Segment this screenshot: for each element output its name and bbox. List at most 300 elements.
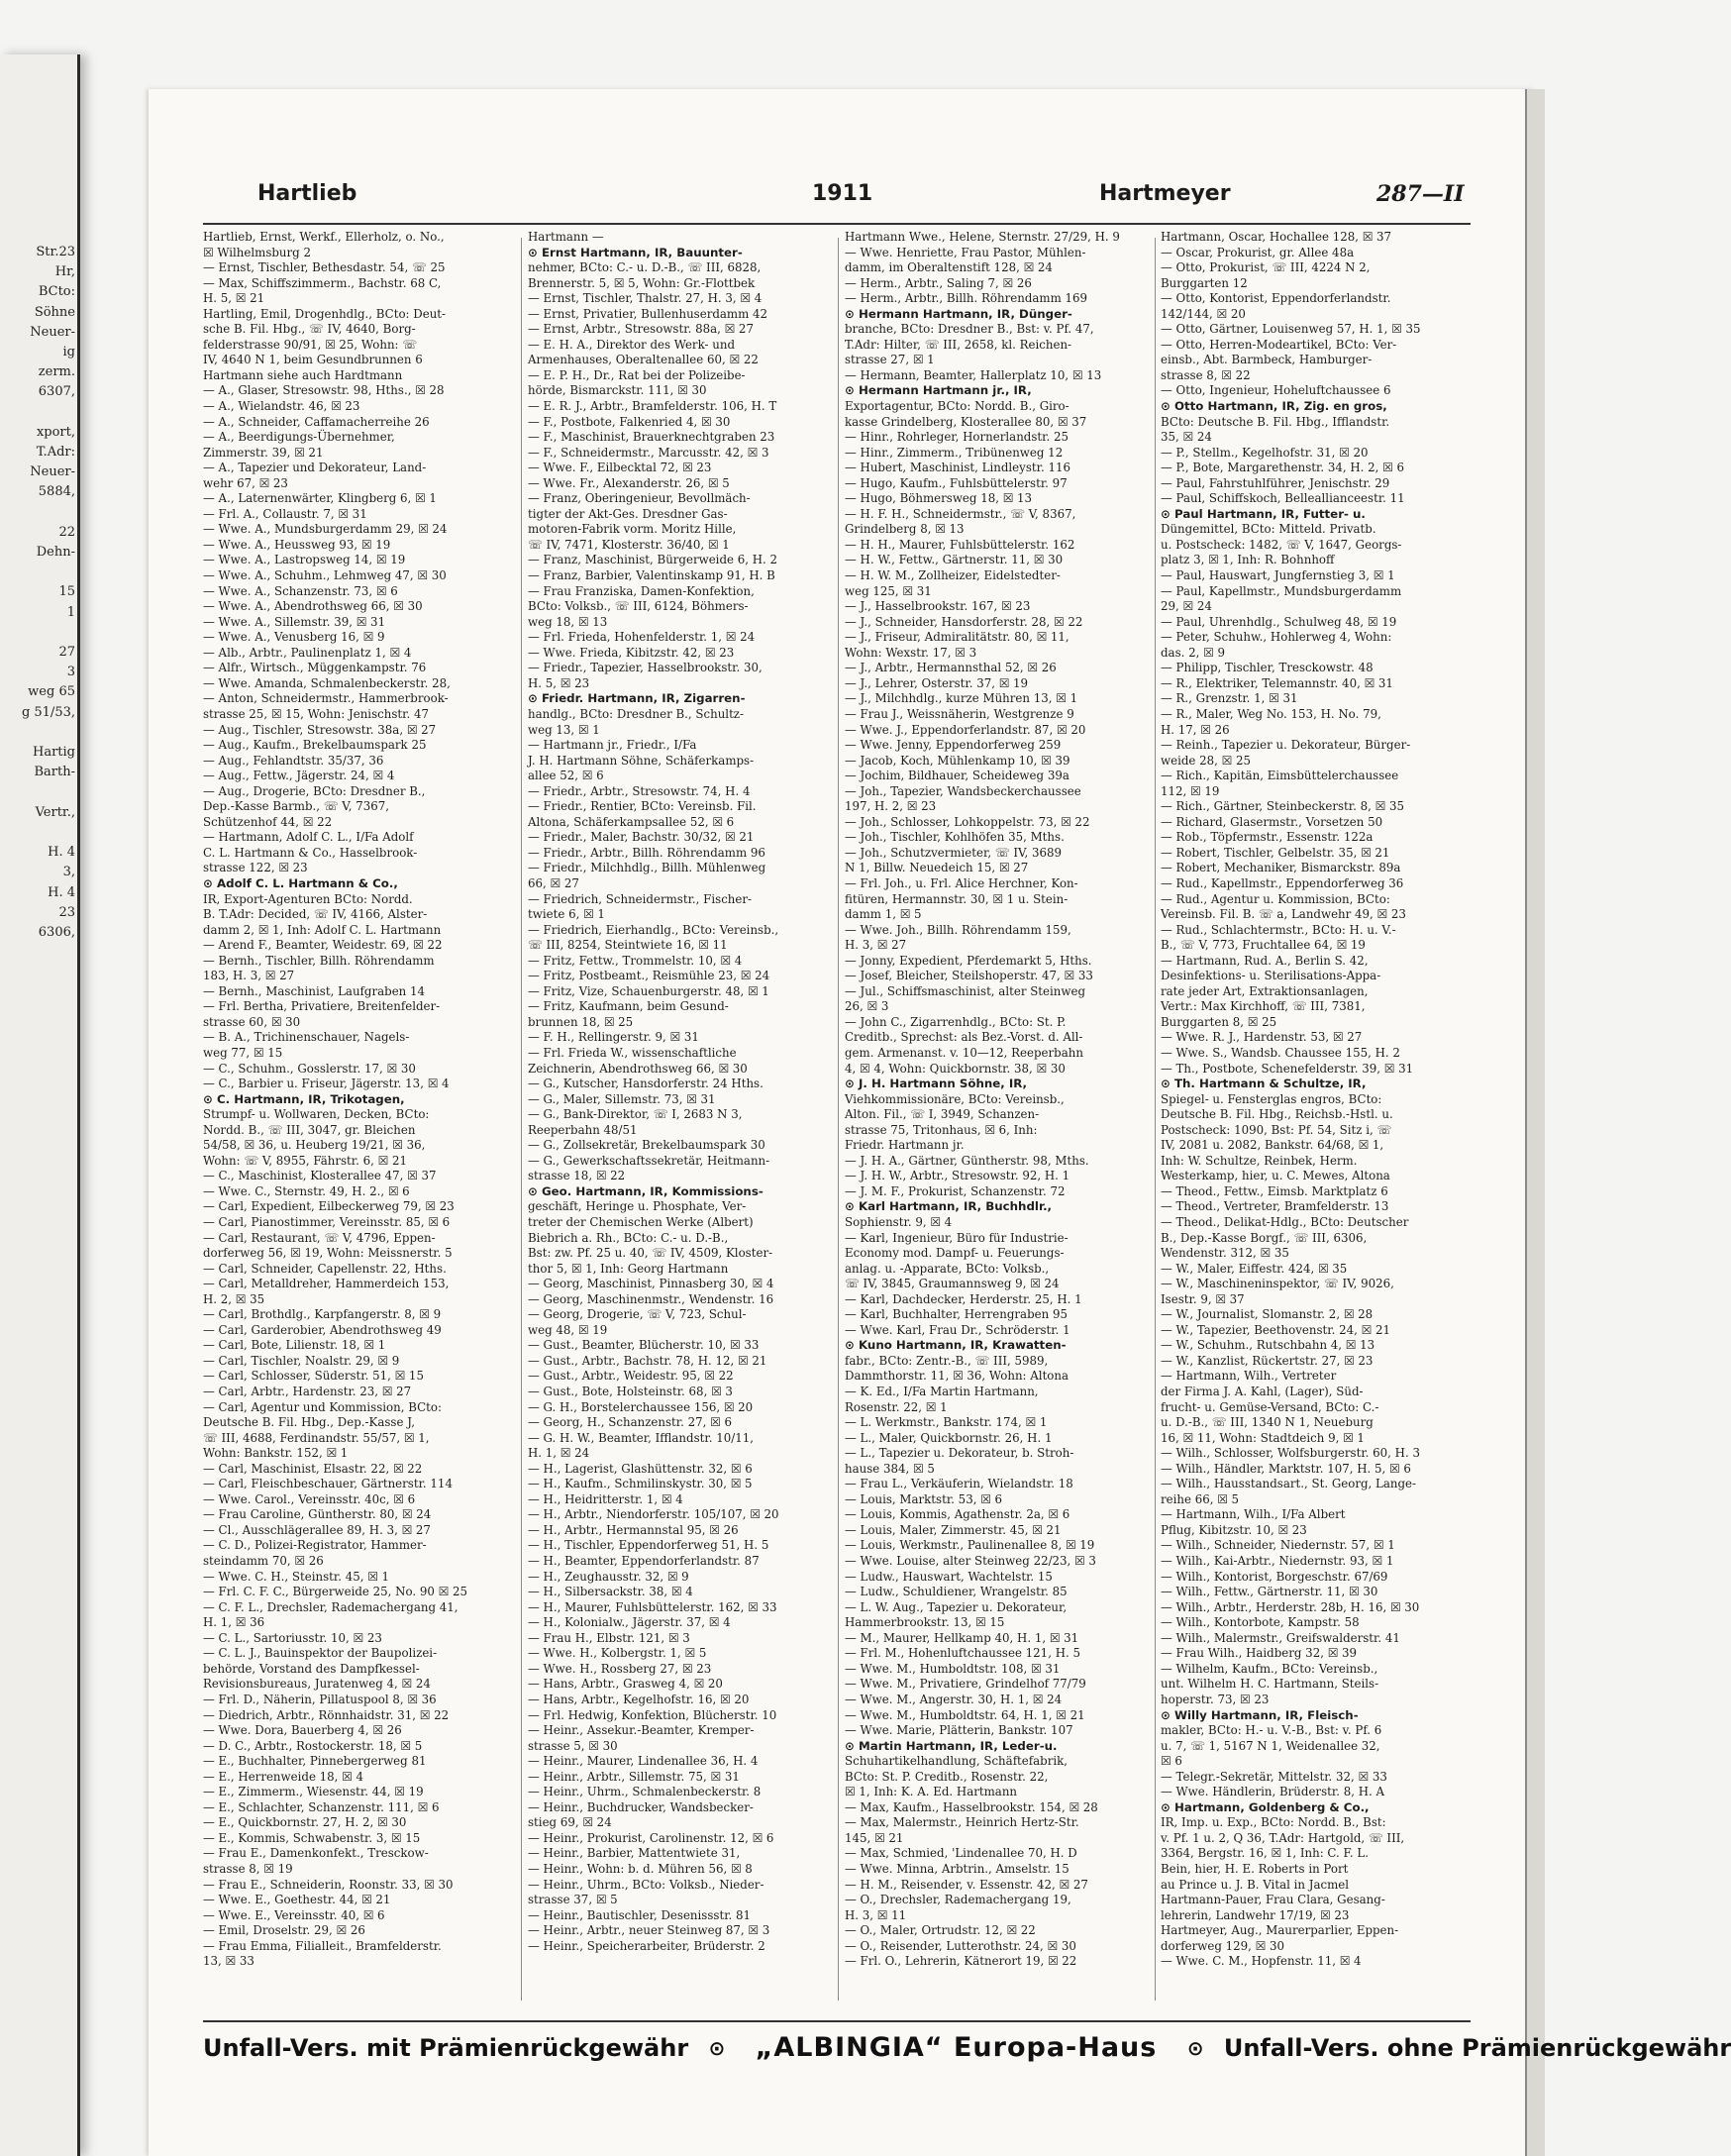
directory-entry: Grindelberg 8, ☒ 13 — [845, 522, 965, 537]
directory-entry: — Aug., Fettw., Jägerstr. 24, ☒ 4 — [203, 769, 395, 783]
directory-entry: — Wilh., Hausstandsart., St. Georg, Lange- — [1161, 1477, 1417, 1491]
directory-entry: damm, im Oberaltenstift 128, ☒ 24 — [845, 260, 1053, 275]
directory-entry: — H. W. M., Zollheizer, Eidelstedter- — [845, 568, 1061, 583]
directory-entry: — Carl, Brothdlg., Karpfangerstr. 8, ☒ 9 — [203, 1307, 442, 1322]
header-page-number: 287—II — [1376, 181, 1465, 207]
directory-entry: B., Dep.-Kasse Borgf., ☏ III, 6306, — [1161, 1230, 1368, 1245]
directory-entry: — Frau L., Verkäuferin, Wielandstr. 18 — [845, 1477, 1073, 1491]
directory-entry: — Wwe. A., Schanzenstr. 73, ☒ 6 — [203, 583, 398, 598]
directory-entry: Inh: W. Schultze, Reinbek, Herm. — [1161, 1153, 1358, 1168]
directory-entry: — Ernst, Tischler, Bethesdastr. 54, ☏ 25 — [203, 260, 446, 275]
directory-entry: Creditb., Sprechst: als Bez.-Vorst. d. All- — [845, 1030, 1083, 1045]
directory-entry: — Wwe. A., Mundsburgerdamm 29, ☒ 24 — [203, 522, 448, 537]
directory-entry: ⊙ Geo. Hartmann, IR, Kommissions- — [528, 1183, 764, 1198]
directory-entry: T.Adr: Hilter, ☏ III, 2658, kl. Reichen- — [845, 337, 1072, 352]
directory-entry: — Hinr., Zimmerm., Tribünenweg 12 — [845, 445, 1064, 460]
directory-entry: ⊙ Kuno Hartmann, IR, Krawatten- — [845, 1338, 1067, 1353]
directory-entry: — Friedr., Arbtr., Billh. Röhrendamm 96 — [528, 845, 765, 860]
directory-entry: — E. H. A., Direktor des Werk- und — [528, 337, 735, 352]
strip-line: Hartig — [32, 745, 75, 761]
directory-entry: — Th., Postbote, Schenefelderstr. 39, ☒ 31 — [1161, 1061, 1414, 1076]
directory-entry: — Carl, Garderobier, Abendrothsweg 49 — [203, 1322, 442, 1337]
directory-entry: — G., Kutscher, Hansdorferstr. 24 Hths. — [528, 1077, 764, 1091]
directory-entry: ⊙ Ernst Hartmann, IR, Bauunter- — [528, 245, 743, 259]
directory-entry: — R., Elektriker, Telemannstr. 40, ☒ 31 — [1161, 675, 1393, 690]
directory-entry: wehr 67, ☒ 23 — [203, 475, 288, 490]
directory-entry: — Wwe. C., Sternstr. 49, H. 2., ☒ 6 — [203, 1183, 410, 1198]
directory-entry: — R., Grenzstr. 1, ☒ 31 — [1161, 691, 1298, 706]
directory-entry: — C., Schuhm., Gosslerstr. 17, ☒ 30 — [203, 1061, 416, 1076]
directory-entry: handlg., BCto: Dresdner B., Schultz- — [528, 706, 745, 721]
directory-entry: — Wilh., Kontorbote, Kampstr. 58 — [1161, 1615, 1360, 1630]
strip-line: T.Adr: — [36, 445, 75, 461]
directory-entry: — Frl. Hedwig, Konfektion, Blücherstr. 10 — [528, 1707, 777, 1722]
directory-entry: IV, 2081 u. 2082, Bankstr. 64/68, ☒ 1, — [1161, 1138, 1384, 1153]
directory-entry: Burggarten 8, ☒ 25 — [1161, 1014, 1277, 1029]
column-divider — [838, 238, 839, 2001]
strip-line: zerm. — [38, 364, 75, 380]
directory-entry: ⊙ Friedr. Hartmann, IR, Zigarren- — [528, 691, 746, 706]
directory-entry: ☏ III, 8254, Steintwiete 16, ☒ 11 — [528, 938, 728, 953]
directory-entry: — W., Schuhm., Rutschbahn 4, ☒ 13 — [1161, 1338, 1375, 1353]
directory-entry: makler, BCto: H.- u. V.-B., Bst: v. Pf. 6 — [1161, 1723, 1382, 1738]
directory-entry: — Gust., Bote, Holsteinstr. 68, ☒ 3 — [528, 1385, 733, 1399]
directory-entry: — Robert, Tischler, Gelbelstr. 35, ☒ 21 — [1161, 845, 1390, 860]
directory-entry: B. T.Adr: Decided, ☏ IV, 4166, Alster- — [203, 907, 428, 922]
directory-entry: — Alb., Arbtr., Paulinenplatz 1, ☒ 4 — [203, 645, 412, 660]
directory-entry: IR, Export-Agenturen BCto: Nordd. — [203, 891, 413, 906]
directory-entry: Hartmann-Pauer, Frau Clara, Gesang- — [1161, 1893, 1385, 1907]
directory-entry: Hartmeyer, Aug., Maurerparlier, Eppen- — [1161, 1923, 1399, 1938]
directory-entry: H. 3, ☒ 11 — [845, 1907, 907, 1922]
directory-entry: — O., Drechsler, Rademachergang 19, — [845, 1893, 1071, 1907]
directory-entry: Isestr. 9, ☒ 37 — [1161, 1291, 1245, 1306]
directory-entry: 26, ☒ 3 — [845, 999, 889, 1014]
directory-entry: weg 48, ☒ 19 — [528, 1322, 608, 1337]
directory-entry: — C., Barbier u. Friseur, Jägerstr. 13, ☒ 4 — [203, 1077, 450, 1091]
directory-column-2 — [528, 230, 835, 2012]
strip-line: 5884, — [38, 484, 75, 500]
directory-entry: — G., Bank-Direktor, ☏ I, 2683 N 3, — [528, 1107, 743, 1122]
directory-entry: — Rich., Gärtner, Steinbeckerstr. 8, ☒ 35 — [1161, 799, 1404, 814]
directory-entry: — J. M. F., Prokurist, Schanzenstr. 72 — [845, 1183, 1066, 1198]
directory-entry: — Ludw., Hauswart, Wachtelstr. 15 — [845, 1569, 1053, 1584]
directory-entry: IV, 4640 N 1, beim Gesundbrunnen 6 — [203, 353, 423, 367]
strip-line — [0, 823, 75, 843]
directory-entry: — Emil, Droselstr. 29, ☒ 26 — [203, 1923, 365, 1938]
directory-entry: — Carl, Metalldreher, Hammerdeich 153, — [203, 1277, 450, 1291]
strip-line: g 51/53, — [21, 704, 75, 720]
directory-entry: — Peter, Schuhw., Hohlerweg 4, Wohn: — [1161, 630, 1392, 645]
directory-entry: — Friedr., Tapezier, Hasselbrookstr. 30, — [528, 661, 763, 675]
directory-entry: — Herm., Arbtr., Saling 7, ☒ 26 — [845, 275, 1032, 290]
directory-entry: Wohn: ☏ V, 8955, Fährstr. 6, ☒ 21 — [203, 1153, 407, 1168]
directory-entry: — C. F. L., Drechsler, Rademachergang 41, — [203, 1599, 458, 1614]
directory-entry: — Frl. Frieda, Hohenfelderstr. 1, ☒ 24 — [528, 630, 756, 645]
directory-entry: — Otto, Ingenieur, Hoheluftchaussee 6 — [1161, 383, 1391, 398]
directory-entry: ⊙ Paul Hartmann, IR, Futter- u. — [1161, 506, 1366, 521]
directory-entry: strasse 122, ☒ 23 — [203, 861, 308, 875]
directory-entry: — Heinr., Arbtr., Sillemstr. 75, ☒ 31 — [528, 1769, 740, 1784]
directory-entry: einsb., Abt. Barmbeck, Hamburger- — [1161, 353, 1373, 367]
directory-entry: 145, ☒ 21 — [845, 1830, 904, 1845]
directory-entry: — Josef, Bleicher, Steilshoperstr. 47, ☒ 33 — [845, 969, 1093, 983]
directory-entry: — Wwe. R. J., Hardenstr. 53, ☒ 27 — [1161, 1030, 1363, 1045]
footer-separator-icon: ⊙ — [708, 2035, 726, 2060]
directory-entry: — Paul, Schiffskoch, Belleallianceestr. 11 — [1161, 491, 1405, 506]
directory-entry: ☒ Wilhelmsburg 2 — [203, 245, 311, 259]
directory-entry: — F., Maschinist, Brauerknechtgraben 23 — [528, 430, 775, 445]
directory-entry: — Otto, Herren-Modeartikel, BCto: Ver- — [1161, 337, 1397, 352]
strip-line — [0, 723, 75, 743]
directory-column-1 — [203, 230, 510, 2012]
directory-entry: — R., Maler, Weg No. 153, H. No. 79, — [1161, 706, 1381, 721]
directory-entry: — C. L. J., Bauinspektor der Baupolizei- — [203, 1646, 438, 1661]
directory-entry: — K. Ed., I/Fa Martin Hartmann, — [845, 1385, 1039, 1399]
directory-entry: — G., Gewerkschaftssekretär, Heitmann- — [528, 1153, 770, 1168]
directory-entry: — Paul, Uhrenhdlg., Schulweg 48, ☒ 19 — [1161, 614, 1397, 629]
directory-entry: ⊙ Martin Hartmann, IR, Leder-u. — [845, 1738, 1058, 1753]
directory-entry: Schützenhof 44, ☒ 22 — [203, 814, 333, 829]
directory-entry: — Wwe. M., Privatiere, Grindelhof 77/79 — [845, 1677, 1086, 1692]
header-last-name: Hartmeyer — [1099, 181, 1231, 206]
strip-line: H. 4 — [48, 845, 75, 861]
directory-entry: stieg 69, ☒ 24 — [528, 1815, 612, 1830]
directory-entry: — F. H., Rellingerstr. 9, ☒ 31 — [528, 1030, 699, 1045]
strip-line: 6306, — [38, 924, 75, 940]
directory-entry: dorferweg 129, ☒ 30 — [1161, 1938, 1285, 1953]
directory-entry: Hartmann — — [528, 230, 604, 244]
directory-entry: Exportagentur, BCto: Nordd. B., Giro- — [845, 399, 1069, 414]
directory-entry: nehmer, BCto: C.- u. D.-B., ☏ III, 6828, — [528, 260, 762, 275]
directory-entry: — Heinr., Maurer, Lindenallee 36, H. 4 — [528, 1754, 759, 1769]
directory-entry: strasse 60, ☒ 30 — [203, 1014, 301, 1029]
directory-entry: Altona, Schäferkampsallee 52, ☒ 6 — [528, 814, 735, 829]
directory-entry: — H. F. H., Schneidermstr., ☏ V, 8367, — [845, 506, 1076, 521]
directory-entry: platz 3, ☒ 1, Inh: R. Bohnhoff — [1161, 553, 1335, 567]
directory-entry: — Carl, Maschinist, Elsastr. 22, ☒ 22 — [203, 1461, 423, 1476]
directory-entry: geschäft, Heringe u. Phosphate, Ver- — [528, 1199, 747, 1214]
directory-entry: — H., Heidritterstr. 1, ☒ 4 — [528, 1491, 683, 1506]
directory-entry: — Wwe. A., Venusberg 16, ☒ 9 — [203, 630, 385, 645]
directory-entry: — J. H. A., Gärtner, Güntherstr. 98, Mths. — [845, 1153, 1089, 1168]
directory-entry: ⊙ Willy Hartmann, IR, Fleisch- — [1161, 1707, 1359, 1722]
directory-entry: — W., Maler, Eiffestr. 424, ☒ 35 — [1161, 1261, 1348, 1276]
strip-line: 23 — [58, 904, 75, 920]
directory-entry: — Max, Kaufm., Hasselbrookstr. 154, ☒ 28 — [845, 1799, 1098, 1814]
directory-entry: — Wilh., Fettw., Gärtnerstr. 11, ☒ 30 — [1161, 1585, 1378, 1599]
directory-entry: — G. H., Borstelerchaussee 156, ☒ 20 — [528, 1399, 754, 1414]
directory-entry: — Oscar, Prokurist, gr. Allee 48a — [1161, 245, 1355, 259]
directory-entry: Hammerbrookstr. 13, ☒ 15 — [845, 1615, 1005, 1630]
directory-entry: — Wwe. F., Eilbecktal 72, ☒ 23 — [528, 461, 712, 475]
directory-entry: — Frau E., Damenkonfekt., Tresckow- — [203, 1846, 429, 1861]
directory-entry: Spiegel- u. Fensterglas engros, BCto: — [1161, 1091, 1382, 1106]
directory-entry: — Otto, Prokurist, ☏ III, 4224 N 2, — [1161, 260, 1371, 275]
directory-column-4 — [1161, 230, 1466, 2012]
directory-entry: — F., Postbote, Falkenried 4, ☒ 30 — [528, 414, 731, 429]
directory-entry: — H., Zeughausstr. 32, ☒ 9 — [528, 1569, 689, 1584]
directory-entry: — Wilh., Kai-Arbtr., Niedernstr. 93, ☒ 1 — [1161, 1554, 1394, 1569]
directory-entry: — Heinr., Barbier, Mattentwiete 31, — [528, 1846, 741, 1861]
directory-entry: Deutsche B. Fil. Hbg., Dep.-Kasse J, — [203, 1415, 416, 1430]
directory-entry: — Philipp, Tischler, Tresckowstr. 48 — [1161, 661, 1374, 675]
directory-entry: weg 13, ☒ 1 — [528, 722, 600, 737]
page-header — [198, 181, 1469, 211]
directory-entry: — Wwe. Carol., Vereinsstr. 40c, ☒ 6 — [203, 1491, 416, 1506]
directory-entry: — Franz, Maschinist, Bürgerweide 6, H. 2 — [528, 553, 778, 567]
directory-entry: — Wwe. M., Humboldtstr. 64, H. 1, ☒ 21 — [845, 1707, 1085, 1722]
directory-entry: Reeperbahn 48/51 — [528, 1122, 638, 1137]
directory-entry: — Frau Caroline, Güntherstr. 80, ☒ 24 — [203, 1507, 432, 1522]
directory-entry: Düngemittel, BCto: Mitteld. Privatb. — [1161, 522, 1376, 537]
directory-entry: — Wwe. Fr., Alexanderstr. 26, ☒ 5 — [528, 475, 730, 490]
strip-line — [0, 503, 75, 523]
directory-entry: — John C., Zigarrenhdlg., BCto: St. P. — [845, 1014, 1067, 1029]
directory-entry: gem. Armenanst. v. 10—12, Reeperbahn — [845, 1045, 1083, 1060]
directory-entry: — H., Arbtr., Niendorferstr. 105/107, ☒ 20 — [528, 1507, 779, 1522]
strip-line: Dehn- — [36, 545, 75, 561]
directory-entry: motoren-Fabrik vorm. Moritz Hille, — [528, 522, 737, 537]
directory-entry: ☏ III, 4688, Ferdinandstr. 55/57, ☒ 1, — [203, 1430, 430, 1445]
directory-entry: H. 1, ☒ 36 — [203, 1615, 265, 1630]
directory-entry: — J., Friseur, Admiralitätstr. 80, ☒ 11, — [845, 630, 1069, 645]
directory-entry: ⊙ Th. Hartmann & Schultze, IR, — [1161, 1077, 1367, 1091]
directory-entry: ☒ 1, Inh: K. A. Ed. Hartmann — [845, 1785, 1018, 1799]
directory-entry: — Carl, Pianostimmer, Vereinsstr. 85, ☒ 6 — [203, 1215, 451, 1229]
directory-entry: — Frau Emma, Filialleit., Bramfelderstr. — [203, 1938, 442, 1953]
directory-entry: — Hugo, Böhmersweg 18, ☒ 13 — [845, 491, 1033, 506]
strip-line — [0, 403, 75, 423]
directory-entry: — Wwe. Marie, Plätterin, Bankstr. 107 — [845, 1723, 1073, 1738]
directory-entry: Sophienstr. 9, ☒ 4 — [845, 1215, 953, 1229]
directory-entry: — Louis, Maler, Zimmerstr. 45, ☒ 21 — [845, 1522, 1062, 1537]
directory-entry: — Wilh., Malermstr., Greifswalderstr. 41 — [1161, 1630, 1400, 1645]
directory-entry: — Wilh., Kontorist, Borgeschstr. 67/69 — [1161, 1569, 1388, 1584]
directory-entry: — Jonny, Expedient, Pferdemarkt 5, Hths. — [845, 953, 1092, 968]
directory-entry: — Wwe. C. M., Hopfenstr. 11, ☒ 4 — [1161, 1954, 1362, 1969]
directory-entry: — Wwe. M., Humboldtstr. 108, ☒ 31 — [845, 1661, 1061, 1676]
directory-entry: — Fritz, Vize, Schauenburgerstr. 48, ☒ 1 — [528, 983, 769, 998]
directory-entry: — Georg, H., Schanzenstr. 27, ☒ 6 — [528, 1415, 732, 1430]
header-year: 1911 — [812, 181, 873, 206]
directory-entry: v. Pf. 1 u. 2, Q 36, T.Adr: Hartgold, ☏ III, — [1161, 1830, 1405, 1845]
directory-entry: au Prince u. J. B. Vital in Jacmel — [1161, 1877, 1350, 1892]
directory-entry: weg 125, ☒ 31 — [845, 583, 932, 598]
directory-entry: — Frau Franziska, Damen-Konfektion, — [528, 583, 755, 598]
directory-entry: — Wwe. Minna, Arbtrin., Amselstr. 15 — [845, 1861, 1069, 1876]
directory-entry: H. 17, ☒ 26 — [1161, 722, 1230, 737]
directory-entry: damm 1, ☒ 5 — [845, 907, 922, 922]
directory-entry: — E. P. H., Dr., Rat bei der Polizeibe- — [528, 367, 746, 382]
directory-entry: — Wwe. E., Vereinsstr. 40, ☒ 6 — [203, 1907, 385, 1922]
directory-entry: — Jul., Schiffsmaschinist, alter Steinweg — [845, 983, 1086, 998]
directory-entry: — H. H., Maurer, Fuhlsbüttelerstr. 162 — [845, 537, 1075, 552]
directory-entry: N 1, Billw. Neuedeich 15, ☒ 27 — [845, 861, 1029, 875]
strip-line: Barth- — [34, 765, 75, 780]
directory-entry: — Gust., Arbtr., Bachstr. 78, H. 12, ☒ 21 — [528, 1353, 767, 1368]
directory-entry: Hartmann siehe auch Hardtmann — [203, 367, 403, 382]
directory-entry: — L., Tapezier u. Dekorateur, b. Stroh- — [845, 1446, 1074, 1461]
directory-entry: — Fritz, Postbeamt., Reismühle 23, ☒ 24 — [528, 969, 770, 983]
directory-entry: — H., Kolonialw., Jägerstr. 37, ☒ 4 — [528, 1615, 731, 1630]
directory-entry: weide 28, ☒ 25 — [1161, 753, 1251, 768]
directory-entry: steindamm 70, ☒ 26 — [203, 1554, 324, 1569]
directory-entry: — Diedrich, Arbtr., Rönnhaidstr. 31, ☒ 22 — [203, 1707, 450, 1722]
directory-entry: weg 77, ☒ 15 — [203, 1045, 283, 1060]
directory-entry: — Frl. O., Lehrerin, Kätnerort 19, ☒ 22 — [845, 1954, 1077, 1969]
strip-line — [0, 623, 75, 643]
directory-entry: ⊙ Hermann Hartmann, IR, Dünger- — [845, 306, 1072, 321]
directory-entry: u. D.-B., ☏ III, 1340 N 1, Neueburg — [1161, 1415, 1374, 1430]
directory-entry: — A., Laternenwärter, Klingberg 6, ☒ 1 — [203, 491, 437, 506]
directory-entry: Revisionsbureaus, Juratenweg 4, ☒ 24 — [203, 1677, 431, 1692]
directory-entry: — Karl, Ingenieur, Büro für Industrie- — [845, 1230, 1069, 1245]
directory-entry: — Carl, Bote, Lilienstr. 18, ☒ 1 — [203, 1338, 386, 1353]
directory-entry: — Carl, Arbtr., Hardenstr. 23, ☒ 27 — [203, 1385, 412, 1399]
directory-entry: allee 52, ☒ 6 — [528, 769, 604, 783]
strip-line: Vertr., — [35, 804, 75, 820]
directory-entry: Hartling, Emil, Drogenhdlg., BCto: Deut- — [203, 306, 447, 321]
directory-entry: — C. D., Polizei-Registrator, Hammer- — [203, 1538, 427, 1553]
directory-entry: behörde, Vorstand des Dampfkessel- — [203, 1661, 420, 1676]
directory-entry: — Hans, Arbtr., Grasweg 4, ☒ 20 — [528, 1677, 723, 1692]
strip-line: Söhne — [34, 304, 75, 320]
directory-entry: — W., Journalist, Slomanstr. 2, ☒ 28 — [1161, 1307, 1374, 1322]
directory-entry: das. 2, ☒ 9 — [1161, 645, 1225, 660]
directory-entry: Desinfektions- u. Sterilisations-Appa- — [1161, 969, 1381, 983]
strip-line: 6307, — [38, 384, 75, 400]
directory-entry: — A., Wielandstr. 46, ☒ 23 — [203, 399, 360, 414]
directory-entry: — Arend F., Beamter, Weidestr. 69, ☒ 22 — [203, 938, 443, 953]
directory-entry: — H., Tischler, Eppendorferweg 51, H. 5 — [528, 1538, 769, 1553]
directory-entry: Strumpf- u. Wollwaren, Decken, BCto: — [203, 1107, 430, 1122]
header-first-name: Hartlieb — [257, 181, 357, 206]
directory-entry: C. L. Hartmann & Co., Hasselbrook- — [203, 845, 418, 860]
directory-entry: — Ernst, Tischler, Thalstr. 27, H. 3, ☒ 4 — [528, 291, 763, 306]
directory-entry: Rosenstr. 22, ☒ 1 — [845, 1399, 948, 1414]
directory-entry: weg 18, ☒ 13 — [528, 614, 608, 629]
directory-entry: — Wwe. A., Schuhm., Lehmweg 47, ☒ 30 — [203, 568, 447, 583]
directory-entry: — P., Bote, Margarethenstr. 34, H. 2, ☒ 6 — [1161, 461, 1404, 475]
directory-entry: — J., Milchhdlg., kurze Mühren 13, ☒ 1 — [845, 691, 1078, 706]
directory-entry: Armenhauses, Oberaltenallee 60, ☒ 22 — [528, 353, 759, 367]
directory-entry: BCto: St. P. Creditb., Rosenstr. 22, — [845, 1769, 1049, 1784]
directory-entry: fabr., BCto: Zentr.-B., ☏ III, 5989, — [845, 1353, 1049, 1368]
directory-entry: felderstrasse 90/91, ☒ 25, Wohn: ☏ — [203, 337, 418, 352]
directory-entry: — Frl. A., Collaustr. 7, ☒ 31 — [203, 506, 367, 521]
directory-entry: — Richard, Glasermstr., Vorsetzen 50 — [1161, 814, 1383, 829]
directory-entry: — Heinr., Buchdrucker, Wandsbecker- — [528, 1799, 754, 1814]
directory-entry: reihe 66, ☒ 5 — [1161, 1491, 1240, 1506]
directory-entry: 112, ☒ 19 — [1161, 783, 1220, 798]
directory-entry: — Georg, Maschinenmstr., Wendenstr. 16 — [528, 1291, 774, 1306]
directory-entry: Brennerstr. 5, ☒ 5, Wohn: Gr.-Flottbek — [528, 275, 756, 290]
directory-entry: strasse 8, ☒ 22 — [1161, 367, 1251, 382]
directory-entry: — J. H. W., Arbtr., Stresowstr. 92, H. 1 — [845, 1169, 1070, 1183]
directory-entry: — Georg, Maschinist, Pinnasberg 30, ☒ 4 — [528, 1277, 774, 1291]
directory-entry: treter der Chemischen Werke (Albert) — [528, 1215, 754, 1229]
directory-entry: — Heinr., Uhrm., Schmalenbeckerstr. 8 — [528, 1785, 762, 1799]
directory-entry: — Aug., Tischler, Stresowstr. 38a, ☒ 27 — [203, 722, 437, 737]
directory-entry: — Hartmann, Wilh., I/Fa Albert — [1161, 1507, 1346, 1522]
strip-line: Hr, — [54, 264, 75, 280]
directory-entry: hörde, Bismarckstr. 111, ☒ 30 — [528, 383, 707, 398]
directory-entry: — Wilh., Schlosser, Wolfsburgerstr. 60, H. 3 — [1161, 1446, 1420, 1461]
directory-entry: Wendenstr. 312, ☒ 35 — [1161, 1246, 1289, 1261]
directory-entry: — Wwe. Henriette, Frau Pastor, Mühlen- — [845, 245, 1086, 259]
directory-entry: rate jeder Art, Extraktionsanlagen, — [1161, 983, 1369, 998]
directory-entry: 16, ☒ 11, Wohn: Stadtdeich 9, ☒ 1 — [1161, 1430, 1365, 1445]
directory-entry: — Wwe. Jenny, Eppendorferweg 259 — [845, 738, 1062, 753]
strip-line: BCto: — [38, 284, 75, 300]
directory-entry: — Heinr., Bautischler, Desenissstr. 81 — [528, 1907, 752, 1922]
directory-entry: ⊙ Otto Hartmann, IR, Zig. en gros, — [1161, 399, 1387, 414]
adjacent-page-text — [0, 243, 79, 943]
directory-entry: — E., Quickbornstr. 27, H. 2, ☒ 30 — [203, 1815, 407, 1830]
directory-entry: fitüren, Hermannstr. 30, ☒ 1 u. Stein- — [845, 891, 1069, 906]
directory-entry: — Heinr., Arbtr., neuer Steinweg 87, ☒ 3 — [528, 1923, 770, 1938]
directory-entry: — H., Silbersackstr. 38, ☒ 4 — [528, 1585, 693, 1599]
directory-entry: — Alfr., Wirtsch., Müggenkampstr. 76 — [203, 661, 427, 675]
directory-entry: — Hinr., Rohrleger, Hornerlandstr. 25 — [845, 430, 1069, 445]
directory-entry: twiete 6, ☒ 1 — [528, 907, 605, 922]
directory-entry: ☏ IV, 7471, Klosterstr. 36/40, ☒ 1 — [528, 537, 730, 552]
directory-entry: H. 3, ☒ 27 — [845, 938, 907, 953]
directory-entry: Hartlieb, Ernst, Werkf., Ellerholz, o. No., — [203, 230, 445, 244]
directory-column-3 — [845, 230, 1152, 2012]
strip-line: 3 — [66, 665, 75, 680]
directory-entry: — Karl, Buchhalter, Herrengraben 95 — [845, 1307, 1068, 1322]
directory-entry: — H., Arbtr., Hermannstal 95, ☒ 26 — [528, 1522, 739, 1537]
directory-entry: brunnen 18, ☒ 25 — [528, 1014, 634, 1029]
directory-entry: 35, ☒ 24 — [1161, 430, 1212, 445]
directory-entry: Bst: zw. Pf. 25 u. 40, ☏ IV, 4509, Kloster- — [528, 1246, 773, 1261]
directory-entry: — J., Lehrer, Osterstr. 37, ☒ 19 — [845, 675, 1029, 690]
directory-entry: — Louis, Marktstr. 53, ☒ 6 — [845, 1491, 1003, 1506]
directory-entry: 197, H. 2, ☒ 23 — [845, 799, 937, 814]
directory-entry: — Theod., Vertreter, Bramfelderstr. 13 — [1161, 1199, 1389, 1214]
strip-line: 1 — [66, 604, 75, 620]
directory-entry: — A., Tapezier und Dekorateur, Land- — [203, 461, 427, 475]
directory-entry: — Aug., Drogerie, BCto: Dresdner B., — [203, 783, 426, 798]
directory-entry: — Frau E., Schneiderin, Roonstr. 33, ☒ 30 — [203, 1877, 454, 1892]
directory-entry: — Aug., Kaufm., Brekelbaumspark 25 — [203, 738, 427, 753]
directory-entry: — E., Kommis, Schwabenstr. 3, ☒ 15 — [203, 1830, 421, 1845]
directory-entry: — Wwe. A., Heussweg 93, ☒ 19 — [203, 537, 391, 552]
directory-entry: — Wwe. A., Lastropsweg 14, ☒ 19 — [203, 553, 406, 567]
directory-entry: — Georg, Drogerie, ☏ V, 723, Schul- — [528, 1307, 747, 1322]
directory-entry: — Max, Schiffszimmerm., Bachstr. 68 C, — [203, 275, 442, 290]
directory-entry: — Friedrich, Schneidermstr., Fischer- — [528, 891, 753, 906]
footer-left-text: Unfall-Vers. mit Prämienrückgewähr — [203, 2033, 689, 2062]
directory-entry: ⊙ C. Hartmann, IR, Trikotagen, — [203, 1091, 405, 1106]
directory-entry: — Rob., Töpfermstr., Essenstr. 122a — [1161, 830, 1374, 845]
directory-entry: — O., Reisender, Lutterothstr. 24, ☒ 30 — [845, 1938, 1076, 1953]
directory-entry: 183, H. 3, ☒ 27 — [203, 969, 295, 983]
directory-entry: — Hartmann jr., Friedr., I/Fa — [528, 738, 697, 753]
directory-entry: Zeichnerin, Abendrothsweg 66, ☒ 30 — [528, 1061, 748, 1076]
directory-entry: H. 5, ☒ 23 — [528, 675, 590, 690]
directory-entry: — H., Beamter, Eppendorferlandstr. 87 — [528, 1554, 760, 1569]
directory-entry: Friedr. Hartmann jr. — [845, 1138, 965, 1153]
directory-entry: — Otto, Gärtner, Louisenweg 57, H. 1, ☒ 35 — [1161, 322, 1421, 337]
directory-entry: — Theod., Fettw., Eimsb. Marktplatz 6 — [1161, 1183, 1388, 1198]
strip-line: 15 — [58, 584, 75, 600]
directory-entry: — Wwe. Louise, alter Steinweg 22/23, ☒ 3 — [845, 1554, 1096, 1569]
directory-entry: BCto: Volksb., ☏ III, 6124, Böhmers- — [528, 599, 749, 614]
directory-entry: — Frl. Bertha, Privatiere, Breitenfelder- — [203, 999, 441, 1014]
